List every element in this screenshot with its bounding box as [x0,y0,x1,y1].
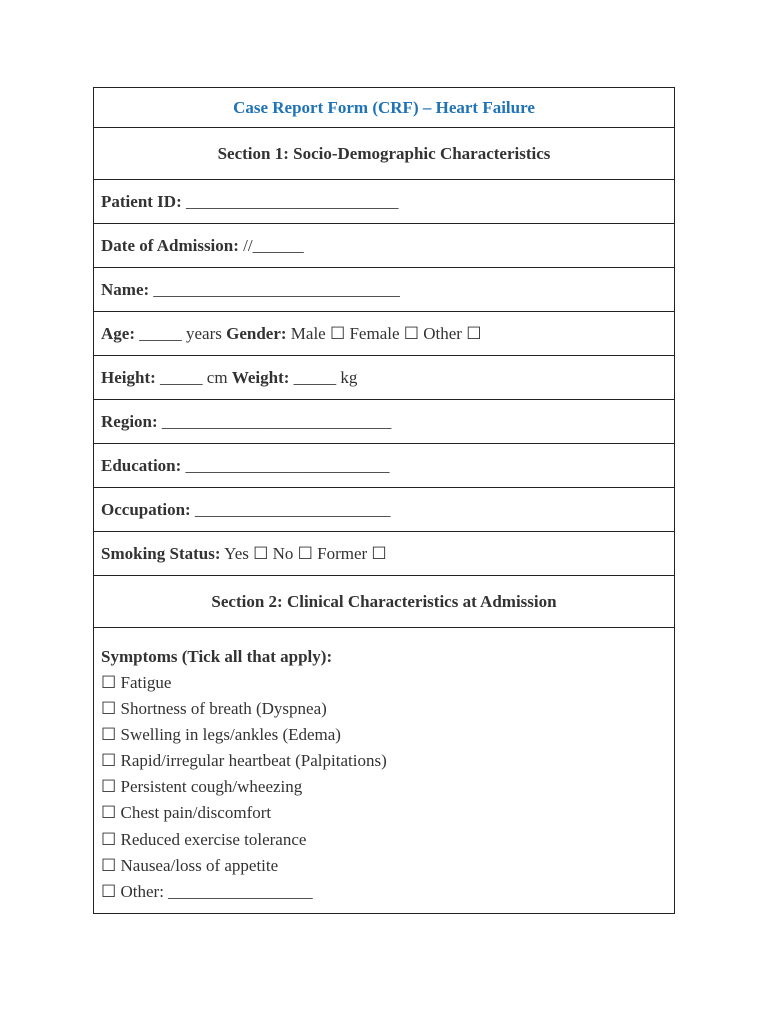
region-field[interactable]: ___________________________ [161,411,392,431]
symptom-checkbox-edema[interactable]: ☐ Swelling in legs/ankles (Edema) [101,725,341,745]
gender-label: Gender: [226,323,287,343]
title-cell [94,88,675,128]
height-label: Height: [101,367,156,387]
section1-heading-row [94,128,675,180]
title-row [94,88,675,128]
symptom-checkbox-dyspnea[interactable]: ☐ Shortness of breath (Dyspnea) [101,699,327,719]
education-field[interactable]: ________________________ [185,455,390,475]
age-label: Age: [101,323,135,343]
region-row [94,400,675,444]
admission-date-field[interactable]: //______ [243,235,304,255]
symptom-checkbox-other[interactable]: ☐ Other: _________________ [101,881,313,901]
section1-heading: Section 1: Socio-Demographic Characteristics [94,128,675,180]
admission-date-label: Date of Admission: [101,235,239,255]
symptom-checkbox-fatigue[interactable]: ☐ Fatigue [101,673,172,692]
age-unit: years [185,323,222,343]
weight-field[interactable]: _____ [293,367,337,387]
admission-date-row [94,224,675,268]
section2-heading: Section 2: Clinical Characteristics at Admission [94,576,675,628]
smoking-options[interactable]: Yes ☐ No ☐ Former ☐ [224,543,387,563]
form-title: Case Report Form (CRF) – Heart Failure [233,97,535,117]
occupation-label: Occupation: [101,499,191,519]
patient-id-row [94,180,675,224]
crf-form-table [93,87,675,914]
name-label: Name: [101,279,150,299]
education-label: Education: [101,455,182,475]
age-gender-row [94,312,675,356]
gender-options[interactable]: Male ☐ Female ☐ Other ☐ [290,323,482,343]
symptom-checkbox-chest-pain[interactable]: ☐ Chest pain/discomfort [101,803,272,823]
symptom-checkbox-exercise-tolerance[interactable]: ☐ Reduced exercise tolerance [101,829,307,849]
education-row [94,444,675,488]
weight-unit: kg [340,367,358,387]
symptom-checkbox-cough[interactable]: ☐ Persistent cough/wheezing [101,777,303,797]
occupation-field[interactable]: _______________________ [194,499,391,519]
height-unit: cm [206,367,228,387]
patient-id-label: Patient ID: [101,191,182,211]
smoking-label: Smoking Status: [101,543,221,563]
age-field[interactable]: _____ [139,323,182,343]
symptoms-label: Symptoms (Tick all that apply): [101,647,333,666]
symptoms-row [94,628,675,914]
weight-label: Weight: [231,367,290,387]
smoking-row [94,532,675,576]
occupation-row [94,488,675,532]
name-field[interactable]: _____________________________ [153,279,400,299]
region-label: Region: [101,411,158,431]
patient-id-field[interactable]: _________________________ [185,191,399,211]
symptom-checkbox-nausea[interactable]: ☐ Nausea/loss of appetite [101,855,279,875]
height-weight-row [94,356,675,400]
height-field[interactable]: _____ [160,367,203,387]
symptom-checkbox-palpitations[interactable]: ☐ Rapid/irregular heartbeat (Palpitations) [101,751,387,771]
name-row [94,268,675,312]
section2-heading-row [94,576,675,628]
